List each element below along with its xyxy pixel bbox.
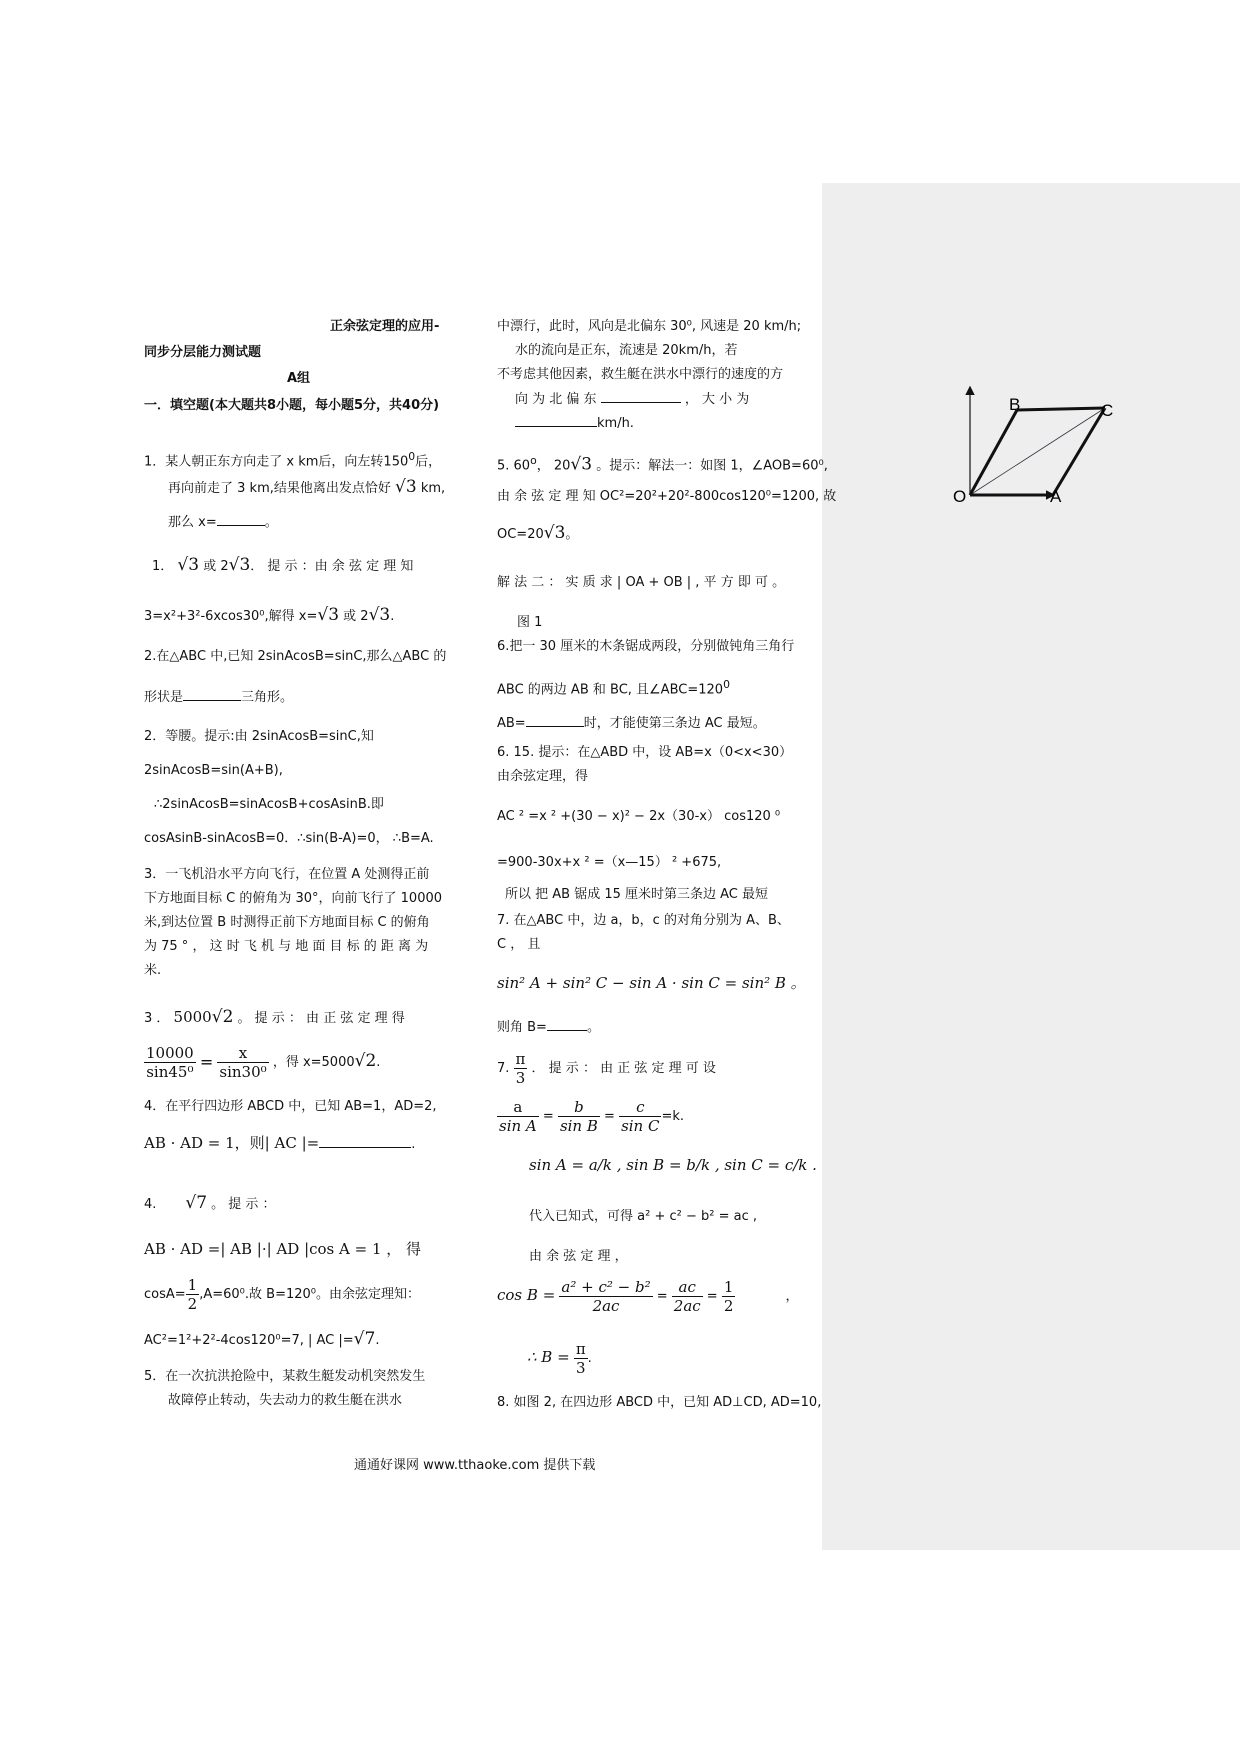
- label-a: A: [1050, 487, 1062, 506]
- answer-7: 7. $\frac{\pi}{3}$ ． 提 示 ： 由 正 弦 定 理 可 设: [497, 1050, 716, 1087]
- answer-2-line4: cosAsinB-sinAcosB=0．∴sin(B-A)=0， ∴B=A.: [144, 831, 434, 846]
- answer-4-line2: AB · AD =| AB |·| AD |cos A = 1 ， 得: [144, 1240, 422, 1258]
- question-5: 5．在一次抗洪抢险中，某救生艇发动机突然发生: [144, 1369, 426, 1384]
- answer-7-line2: $\frac{a}{\text{sin A}}$ = $\frac{b}{\text{sin B}}$ = $\frac{c}{\text{sin C}}$ =k.: [499, 1098, 685, 1135]
- question-1-line3: 那么 x= 。: [168, 515, 278, 530]
- label-c: C: [1101, 401, 1114, 420]
- question-3-line5: 米.: [144, 963, 162, 978]
- segment-bc: [1017, 408, 1105, 410]
- question-7: 7. 在△ABC 中，边 a，b，c 的对角分别为 A、B、: [497, 913, 790, 928]
- answer-6: 6. 15. 提示：在△ABD 中，设 AB=x（0<x<30）: [497, 745, 793, 760]
- question-8: 8. 如图 2, 在四边形 ABCD 中，已知 AD⊥CD, AD=10,: [497, 1395, 822, 1410]
- question-4: 4．在平行四边形 ABCD 中，已知 AB=1，AD=2,: [144, 1099, 437, 1114]
- group-heading: A组: [287, 371, 311, 386]
- answer-4-line4: AC²=1²+2²-4cos120⁰=7, | AC |=√7.: [144, 1329, 380, 1349]
- answer-7-line7: ∴ B = $\frac{\pi}{3}$ .: [527, 1340, 592, 1377]
- figure-1-diagram: [945, 380, 1125, 510]
- answer-1-line2: 3=x²+3²-6xcos30⁰,解得 x=√3 或 2√3.: [144, 605, 395, 625]
- question-2: 2.在△ABC 中,已知 2sinAcosB=sinC,那么△ABC 的: [144, 649, 447, 664]
- question-3-line4: 为 75 ° ， 这 时 飞 机 与 地 面 目 标 的 距 离 为: [144, 939, 429, 954]
- answer-4: 4. √7 。 提 示 ：: [144, 1193, 276, 1213]
- diagonal-oc: [970, 408, 1105, 495]
- label-b: B: [1009, 395, 1021, 414]
- answer-6-line3: AC ² =x ² +(30 − x)² − 2x（30-x） cos120 ⁰: [497, 809, 781, 824]
- vector-ob: [970, 410, 1017, 495]
- question-4-line2: AB · AD = 1，则| AC |= .: [144, 1134, 416, 1152]
- answer-7-line5: 由 余 弦 定 理 ，: [529, 1249, 628, 1264]
- question-3: 3．一飞机沿水平方向飞行，在位置 A 处测得正前: [144, 867, 430, 882]
- question-7-line2: C ， 且: [497, 937, 541, 952]
- answer-6-line4: =900-30x+x ² =（x—15） ² +675,: [497, 855, 722, 870]
- label-o: O: [953, 487, 967, 506]
- answer-6-line5: 所以 把 AB 锯成 15 厘米时第三条边 AC 最短: [505, 887, 769, 902]
- answer-2-line3: ∴2sinAcosB=sinAcosB+cosAsinB.即: [154, 797, 384, 812]
- answer-5-line4: 解 法 二 ： 实 质 求 | OA + OB | , 平 方 即 可 。: [497, 575, 786, 590]
- question-5-line2: 故障停止转动，失去动力的救生艇在洪水: [168, 1393, 403, 1408]
- question-5-cont: 中漂行，此时，风向是北偏东 30⁰, 风速是 20 km/h;: [497, 319, 802, 334]
- question-5-cont3: 不考虑其他因素，救生艇在洪水中漂行的速度的方: [497, 367, 784, 382]
- answer-2: 2．等腰。提示:由 2sinAcosB=sinC,知: [144, 729, 374, 744]
- page-footer: 通通好课网 www.tthaoke.com 提供下载: [354, 1458, 596, 1473]
- question-7-line3: sin² A + sin² C − sin A · sin C = sin² B 。: [497, 974, 806, 992]
- question-2-line2: 形状是 三角形。: [144, 690, 294, 705]
- answer-3-line2: $\frac{10000}{\text{sin45⁰}}$ = $\frac{x}{\text{sin30⁰}}$ ，得 x=5000√2.: [146, 1044, 381, 1081]
- question-1-line2: 再向前走了 3 km,结果他离出发点恰好 √3 km,: [168, 477, 446, 497]
- answer-1: 1． √3 或 2√3． 提 示 ：由 余 弦 定 理 知: [152, 555, 414, 575]
- question-6: 6.把一 30 厘米的木条锯成两段，分别做钝角三角行: [497, 639, 795, 654]
- question-5-cont4: 向 为 北 偏 东 ， 大 小 为: [515, 392, 750, 407]
- answer-7-line6: cos B = $\frac{\text{a² + c² − b²}}{2ac}$ = $\frac{ac}{2ac}$ = $\frac{1}{2}$ ，: [497, 1278, 799, 1315]
- segment-ac: [1053, 408, 1105, 495]
- answer-2-line2: 2sinAcosB=sin(A+B),: [144, 763, 283, 778]
- question-6-line2: ABC 的两边 AB 和 BC, 且$\angle ABC=120^0$: [497, 678, 730, 698]
- answer-5-line3: OC=20√3。: [497, 523, 579, 543]
- section-heading: 一．填空题(本大题共8小题，每小题5分，共40分): [144, 398, 440, 413]
- answer-4-line3: cosA= $\frac{1}{2}$ ,A=60⁰.故 B=120⁰。由余弦定理知：: [144, 1276, 420, 1313]
- figure-1-caption: 图 1: [517, 615, 543, 630]
- answer-5: 5. 60$^o$， 20√3 。提示：解法一：如图 1，∠AOB=60⁰,: [497, 454, 828, 475]
- question-7-line4: 则角 B= 。: [497, 1020, 600, 1035]
- doc-title-line1: 正余弦定理的应用-: [330, 319, 440, 334]
- answer-7-line4: 代入已知式，可得 a² + c² − b² = ac ,: [529, 1209, 757, 1224]
- question-3-line2: 下方地面目标 C 的俯角为 30°，向前飞行了 10000: [144, 891, 443, 906]
- answer-6-line2: 由余弦定理，得: [497, 769, 589, 784]
- answer-3: 3 ． 5000√2 。 提 示 ： 由 正 弦 定 理 得: [144, 1007, 405, 1027]
- question-6-line3: AB= 时，才能使第三条边 AC 最短。: [497, 716, 766, 731]
- answer-7-line3: sin A = a/k , sin B = b/k , sin C = c/k .: [529, 1156, 817, 1174]
- doc-title-line2: 同步分层能力测试题: [144, 345, 262, 360]
- question-5-cont2: 水的流向是正东，流速是 20km/h，若: [515, 343, 738, 358]
- question-1: 1．某人朝正东方向走了 x km后，向左转$150^0$后，: [144, 450, 442, 470]
- question-5-cont5: km/h.: [515, 414, 634, 433]
- question-3-line3: 米,到达位置 B 时测得正前下方地面目标 C 的俯角: [144, 915, 430, 930]
- answer-5-line2: 由 余 弦 定 理 知 OC²=20²+20²-800cos120⁰=1200, 故: [497, 489, 837, 504]
